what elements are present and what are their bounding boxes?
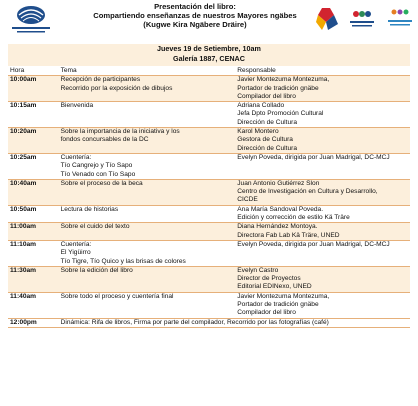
topic-line: Sobre la importancia de la iniciativa y los (60, 128, 180, 136)
row-responsible (235, 179, 410, 205)
row-responsible (235, 102, 410, 128)
title-line-3: (Kugwe Kira Ngäbere Dräire) (143, 20, 247, 29)
responsible-line: Adriana Collado (237, 102, 285, 110)
program-table (8, 67, 410, 328)
document-title-block (70, 2, 320, 29)
row-topic (59, 266, 236, 292)
row-time: 11:10am (8, 240, 59, 266)
title-line-1: Presentación del libro: (154, 2, 236, 11)
final-activity: Dinámica: Rifa de libros, Firma por parte del compilador, Recorrido por las fotografías (café) (59, 318, 410, 327)
responsible-line: Ana María Sandoval Poveda. (237, 205, 324, 213)
row-responsible (235, 266, 410, 292)
event-info (8, 44, 410, 66)
table-row (8, 128, 410, 154)
responsible-line: CICDE (237, 196, 258, 204)
responsible-line: Edición y corrección de estilo Kä Träre (237, 214, 350, 222)
row-topic (59, 179, 236, 205)
row-topic (59, 292, 236, 318)
column-header-time: Hora (8, 67, 59, 76)
topic-line: El Yigüirro (60, 249, 91, 257)
row-time: 10:15am (8, 102, 59, 128)
row-time: 10:20am (8, 128, 59, 154)
responsible-line: Directora Fab Lab Kä Träre, UNED (237, 231, 340, 239)
responsible-line: Gestora de Cultura (237, 136, 293, 144)
topic-line: Cuentería: (60, 153, 92, 161)
row-topic (59, 128, 236, 154)
row-topic (59, 102, 236, 128)
topic-line: Cuentería: (60, 240, 92, 248)
title-line-2: Compartiendo enseñanzas de nuestros Mayores ngäbes (93, 11, 297, 20)
event-place: Galería 1887, CENAC (173, 53, 245, 63)
row-responsible (235, 153, 410, 179)
row-responsible (235, 240, 410, 266)
column-header-topic: Tema (59, 67, 236, 76)
table-row (8, 205, 410, 223)
row-time: 11:00am (8, 223, 59, 241)
row-topic (59, 223, 236, 241)
row-time: 10:50am (8, 205, 59, 223)
responsible-line: Javier Montezuma Montezuma, (237, 76, 330, 84)
responsible-line: Compilador del libro (237, 92, 296, 100)
topic-line: Recorrido por la exposición de dibujos (60, 84, 173, 92)
topic-line: Tío Venado con Tío Sapo (60, 170, 136, 178)
table-row (8, 179, 410, 205)
row-time: 10:25am (8, 153, 59, 179)
responsible-line: Editorial EDINexo, UNED (237, 283, 312, 291)
topic-line: Sobre la edición del libro (60, 266, 133, 274)
row-topic (59, 240, 236, 266)
responsible-line: Evelyn Poveda, dirigida por Juan Madrigal, DC-MCJ (237, 240, 390, 248)
responsible-line: Dirección de Cultura (237, 144, 297, 152)
responsible-line: Centro de Investigación en Cultura y Desarrollo, (237, 188, 378, 196)
row-time: 11:40am (8, 292, 59, 318)
responsible-line: Portador de tradición gnäbe (237, 84, 319, 92)
topic-line: Recepción de participantes (60, 76, 141, 84)
row-responsible (235, 223, 410, 241)
responsible-line: Evelyn Castro (237, 266, 279, 274)
responsible-line: Director de Proyectos (237, 275, 301, 283)
row-responsible (235, 205, 410, 223)
column-header-responsible: Responsable (235, 67, 410, 76)
table-row (8, 223, 410, 241)
row-time: 11:30am (8, 266, 59, 292)
responsible-line: Juan Antonio Gutiérrez Slon (237, 179, 320, 187)
row-time: 10:00am (8, 76, 59, 102)
topic-line: Sobre el proceso de la beca (60, 179, 143, 187)
responsible-line: Evelyn Poveda, dirigida por Juan Madrigal, DC-MCJ (237, 153, 390, 161)
topic-line: Tío Cangrejo y Tío Sapo (60, 162, 133, 170)
topic-line: Sobre el cuido del texto (60, 223, 130, 231)
table-row (8, 102, 410, 128)
table-row (8, 292, 410, 318)
table-row (8, 153, 410, 179)
topic-line: Bienvenida (60, 102, 94, 110)
table-row (8, 266, 410, 292)
responsible-line: Diana Hernández Montoya. (237, 223, 318, 231)
event-date: Jueves 19 de Setiembre, 10am (157, 44, 261, 53)
partner-logos-icon (316, 6, 416, 32)
responsible-line: Portador de tradición gnäbe (237, 301, 319, 309)
topic-line: Sobre todo el proceso y cuentería final (60, 292, 174, 300)
table-header-row (8, 67, 410, 76)
row-topic (59, 153, 236, 179)
responsible-line: Dirección de Cultura (237, 118, 297, 126)
row-responsible (235, 128, 410, 154)
topic-line: fondos concursables de la DC (60, 136, 149, 144)
responsible-line: Compilador del libro (237, 309, 296, 317)
row-topic (59, 205, 236, 223)
row-topic (59, 76, 236, 102)
topic-line: Tío Tigre, Tío Quico y las brisas de colores (60, 257, 186, 265)
row-responsible (235, 292, 410, 318)
topic-line: Lectura de historias (60, 205, 119, 213)
row-responsible (235, 76, 410, 102)
table-row (8, 240, 410, 266)
table-row (8, 76, 410, 102)
final-time: 12:00pm (8, 318, 59, 327)
final-row (8, 318, 410, 327)
responsible-line: Jefa Dpto Promoción Cultural (237, 110, 324, 118)
university-logo-icon (8, 2, 54, 36)
row-time: 10:40am (8, 179, 59, 205)
document-header (0, 0, 418, 40)
responsible-line: Javier Montezuma Montezuma, (237, 292, 330, 300)
responsible-line: Karol Montero (237, 128, 279, 136)
